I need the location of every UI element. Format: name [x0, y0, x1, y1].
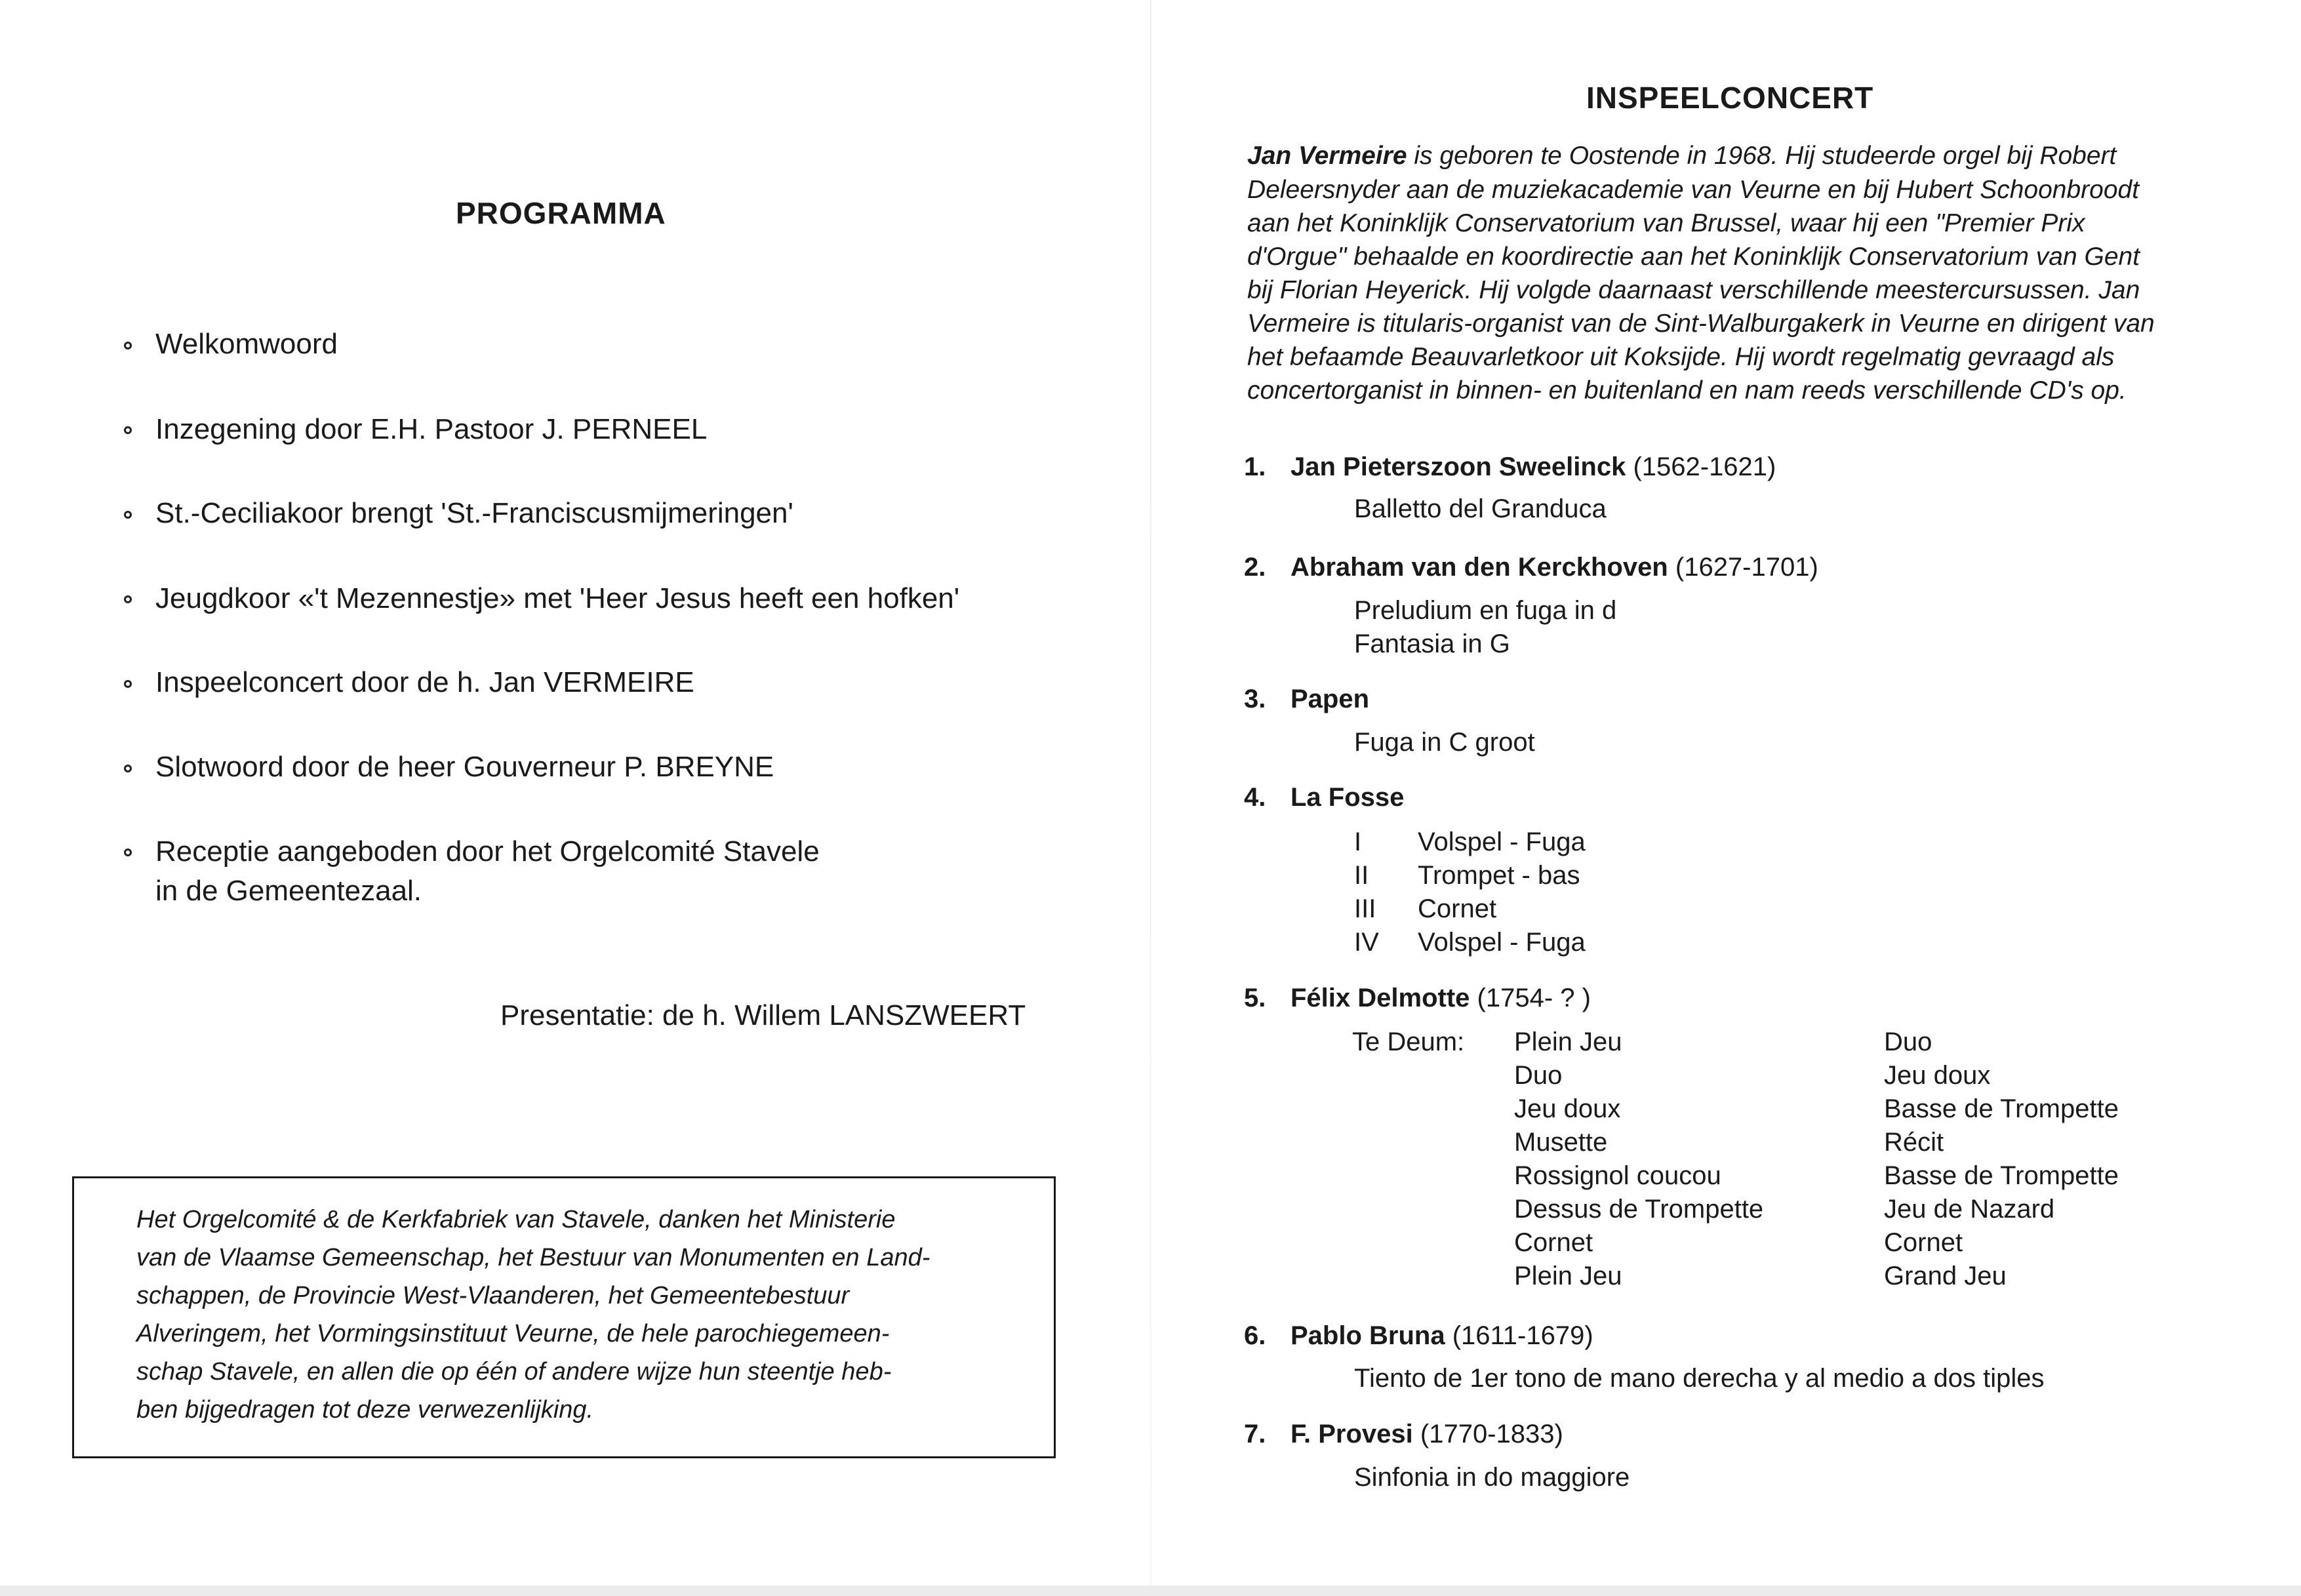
page-fold: [1150, 0, 1151, 1596]
program-item: Receptie aangeboden door het Orgelcomité Stavele: [155, 835, 820, 868]
thanks-line: van de Vlaamse Gemeenschap, het Bestuur van Monumenten en Land-: [136, 1244, 930, 1271]
movement-title: Volspel - Fuga: [1418, 828, 1586, 856]
te-deum-verse: Jeu doux: [1514, 1094, 1621, 1123]
program-number: 4.: [1244, 783, 1266, 812]
program-item: Inspeelconcert door de h. Jan VERMEIRE: [155, 666, 694, 698]
thanks-line: schappen, de Provincie West-Vlaanderen, het Gemeentebestuur: [136, 1282, 850, 1309]
bullet-icon: [124, 848, 132, 856]
te-deum-verse: Cornet: [1514, 1228, 1593, 1257]
composer: Papen: [1291, 685, 1370, 713]
bio-line: Deleersnyder aan de muziekacademie van Veurne en bij Hubert Schoonbroodt: [1247, 176, 2140, 204]
bullet-icon: [124, 680, 132, 688]
bio-line: Jan Vermeire is geboren te Oostende in 1968. Hij studeerde orgel bij Robert: [1247, 142, 2117, 170]
program-number: 7.: [1244, 1420, 1266, 1448]
program-item-continuation: in de Gemeentezaal.: [155, 875, 422, 907]
composer: La Fosse: [1291, 783, 1405, 812]
program-number: 6.: [1244, 1321, 1266, 1350]
composer: F. Provesi (1770-1833): [1291, 1420, 1563, 1448]
movement-title: Cornet: [1418, 894, 1497, 923]
program-number: 1.: [1244, 452, 1266, 481]
bio-line: concertorganist in binnen- en buitenland en nam reeds verschillende CD's op.: [1247, 376, 2127, 405]
te-deum-verse: Dessus de Trompette: [1514, 1195, 1764, 1224]
movement-number: III: [1354, 894, 1376, 923]
bullet-icon: [124, 426, 132, 434]
movement-title: Volspel - Fuga: [1418, 928, 1586, 957]
program-number: 2.: [1244, 553, 1266, 582]
te-deum-verse: Récit: [1884, 1128, 1944, 1157]
inspeelconcert-title: INSPEELCONCERT: [1586, 81, 1874, 115]
te-deum-verse: Basse de Trompette: [1884, 1161, 2119, 1190]
te-deum-verse: Basse de Trompette: [1884, 1094, 2119, 1123]
thanks-line: Alveringem, het Vormingsinstituut Veurne, de hele parochiegemeen-: [136, 1320, 890, 1347]
composer: Pablo Bruna (1611-1679): [1291, 1321, 1593, 1350]
bullet-icon: [124, 342, 132, 349]
bio-line: Vermeire is titularis-organist van de Sint-Walburgakerk in Veurne en dirigent van: [1247, 309, 2155, 338]
te-deum-verse: Plein Jeu: [1514, 1027, 1622, 1056]
program-number: 3.: [1244, 685, 1266, 713]
te-deum-verse: Rossignol coucou: [1514, 1161, 1721, 1190]
program-item: Welkomwoord: [155, 328, 338, 360]
piece-title: Fuga in C groot: [1354, 728, 1535, 757]
te-deum-verse: Jeu doux: [1884, 1061, 1991, 1090]
program-item: Jeugdkoor «'t Mezennestje» met 'Heer Jesus heeft een hofken': [155, 582, 960, 614]
program-item: Inzegening door E.H. Pastoor J. PERNEEL: [155, 413, 708, 445]
bio-line: bij Florian Heyerick. Hij volgde daarnaast verschillende meestercursussen. Jan: [1247, 276, 2140, 304]
movement-number: IV: [1354, 928, 1379, 957]
te-deum-verse: Cornet: [1884, 1228, 1963, 1257]
te-deum-verse: Duo: [1884, 1027, 1932, 1056]
program-item: Slotwoord door de heer Gouverneur P. BREYNE: [155, 751, 774, 783]
piece-title: Preludium en fuga in d: [1354, 596, 1617, 625]
presentation-credit: Presentatie: de h. Willem LANSZWEERT: [500, 999, 1026, 1031]
program-item: St.-Ceciliakoor brengt 'St.-Franciscusmijmeringen': [155, 497, 793, 529]
bio-name: Jan Vermeire: [1247, 142, 1407, 170]
piece-title: Sinfonia in do maggiore: [1354, 1463, 1630, 1492]
bio-line: het befaamde Beauvarletkoor uit Koksijde. Hij wordt regelmatig gevraagd als: [1247, 343, 2115, 371]
piece-title: Tiento de 1er tono de mano derecha y al medio a dos tiples: [1354, 1364, 2045, 1393]
programma-title: PROGRAMMA: [456, 196, 666, 230]
te-deum-verse: Jeu de Nazard: [1884, 1195, 2055, 1224]
composer: Félix Delmotte (1754- ? ): [1291, 984, 1591, 1012]
movement-number: II: [1354, 861, 1369, 890]
thanks-line: ben bijgedragen tot deze verwezenlijking.: [136, 1396, 594, 1424]
movement-title: Trompet - bas: [1418, 861, 1580, 890]
te-deum-verse: Duo: [1514, 1061, 1563, 1090]
bullet-icon: [124, 511, 132, 519]
movement-number: I: [1354, 828, 1362, 856]
piece-title: Fantasia in G: [1354, 629, 1510, 658]
bio-line: aan het Koninklijk Conservatorium van Brussel, waar hij een "Premier Prix: [1247, 209, 2085, 237]
te-deum-verse: Musette: [1514, 1128, 1608, 1157]
bullet-icon: [124, 765, 132, 772]
scan-edge: [0, 1586, 2301, 1596]
piece-title: Balletto del Granduca: [1354, 494, 1607, 523]
bio-line: d'Orgue" behaalde en koordirectie aan het Koninklijk Conservatorium van Gent: [1247, 243, 2140, 271]
composer: Abraham van den Kerckhoven (1627-1701): [1291, 553, 1818, 582]
bullet-icon: [124, 595, 132, 603]
program-number: 5.: [1244, 984, 1266, 1012]
te-deum-verse: Grand Jeu: [1884, 1262, 2007, 1290]
thanks-line: Het Orgelcomité & de Kerkfabriek van Stavele, danken het Ministerie: [136, 1206, 896, 1233]
te-deum-verse: Plein Jeu: [1514, 1262, 1622, 1290]
composer: Jan Pieterszoon Sweelinck (1562-1621): [1291, 452, 1776, 481]
te-deum-label: Te Deum:: [1352, 1027, 1465, 1056]
thanks-line: schap Stavele, en allen die op één of andere wijze hun steentje heb-: [136, 1358, 892, 1386]
thanks-box: [72, 1176, 1056, 1458]
